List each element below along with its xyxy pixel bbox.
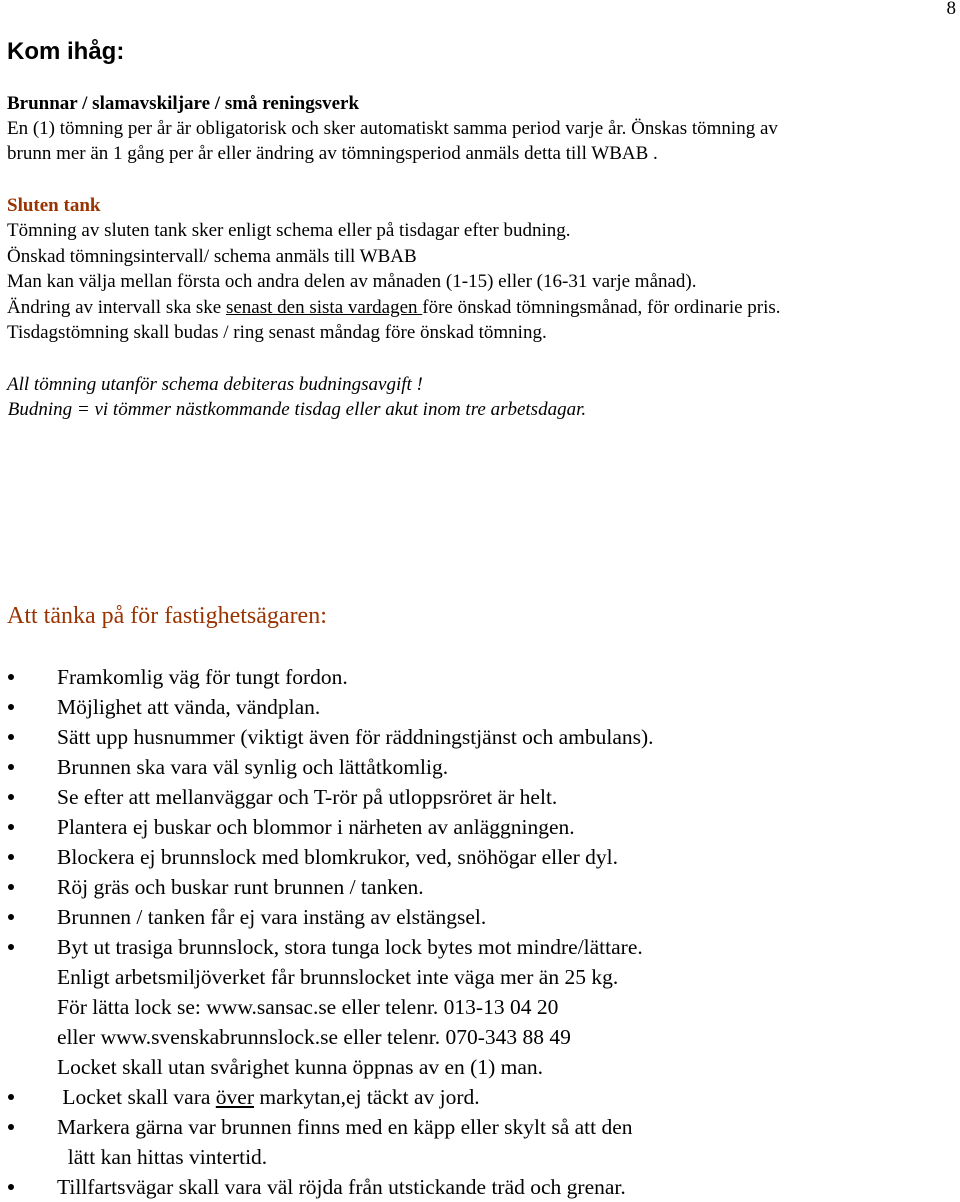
tank-line-4-end: före önskad tömningsmånad, för ordinarie pris. <box>422 297 781 318</box>
heading-sealed-tank: Sluten tank <box>7 195 101 216</box>
tank-text-line-3: Man kan välja mellan första och andra delen av månaden (1-15) eller (16-31 varje månad). <box>7 271 697 292</box>
page-number: 8 <box>946 0 956 19</box>
tank-line-4-start: Ändring av intervall ska ske <box>7 297 226 318</box>
tank-text-line-2: Önskad tömningsintervall/ schema anmäls till WBAB <box>7 246 417 267</box>
bullet-icon <box>8 1094 14 1100</box>
tank-text-line-5: Tisdagstömning skall budas / ring senast måndag före önskad tömning. <box>7 322 547 343</box>
heading-wells: Brunnar / slamavskiljare / små reningsverk <box>7 93 360 114</box>
bullet-icon <box>8 704 14 710</box>
section-title-owner: Att tänka på för fastighetsägaren: <box>7 603 327 629</box>
wells-text-line-1: En (1) tömning per år är obligatorisk och sker automatiskt samma period varje år. Önskas tömning av <box>7 118 778 139</box>
tank-text-line-1: Tömning av sluten tank sker enligt schema eller på tisdagar efter budning. <box>7 220 571 241</box>
note-budning: Budning = vi tömmer nästkommande tisdag eller akut inom tre arbetsdagar. <box>3 399 587 420</box>
wells-text-line-2: brunn mer än 1 gång per år eller ändring av tömningsperiod anmäls detta till WBAB . <box>7 143 658 164</box>
section-title-reminder: Kom ihåg: <box>7 38 125 65</box>
bullet-icon <box>8 854 14 860</box>
bullet-icon <box>8 734 14 740</box>
tank-text-line-4 <box>7 295 781 320</box>
bullet-icon <box>8 1124 14 1130</box>
note-schedule-fee: All tömning utanför schema debiteras budningsavgift ! <box>7 374 423 395</box>
bullet-icon <box>8 884 14 890</box>
over-underlined: över <box>215 1085 254 1109</box>
bullet-icon <box>8 674 14 680</box>
deadline-underlined: senast den sista vardagen <box>225 297 423 318</box>
bullet-icon <box>8 794 14 800</box>
bullet-icon <box>8 764 14 770</box>
bullet-icon <box>8 824 14 830</box>
bullet-icon <box>8 914 14 920</box>
bullet-icon <box>8 944 14 950</box>
bullet-icon <box>8 1184 14 1190</box>
